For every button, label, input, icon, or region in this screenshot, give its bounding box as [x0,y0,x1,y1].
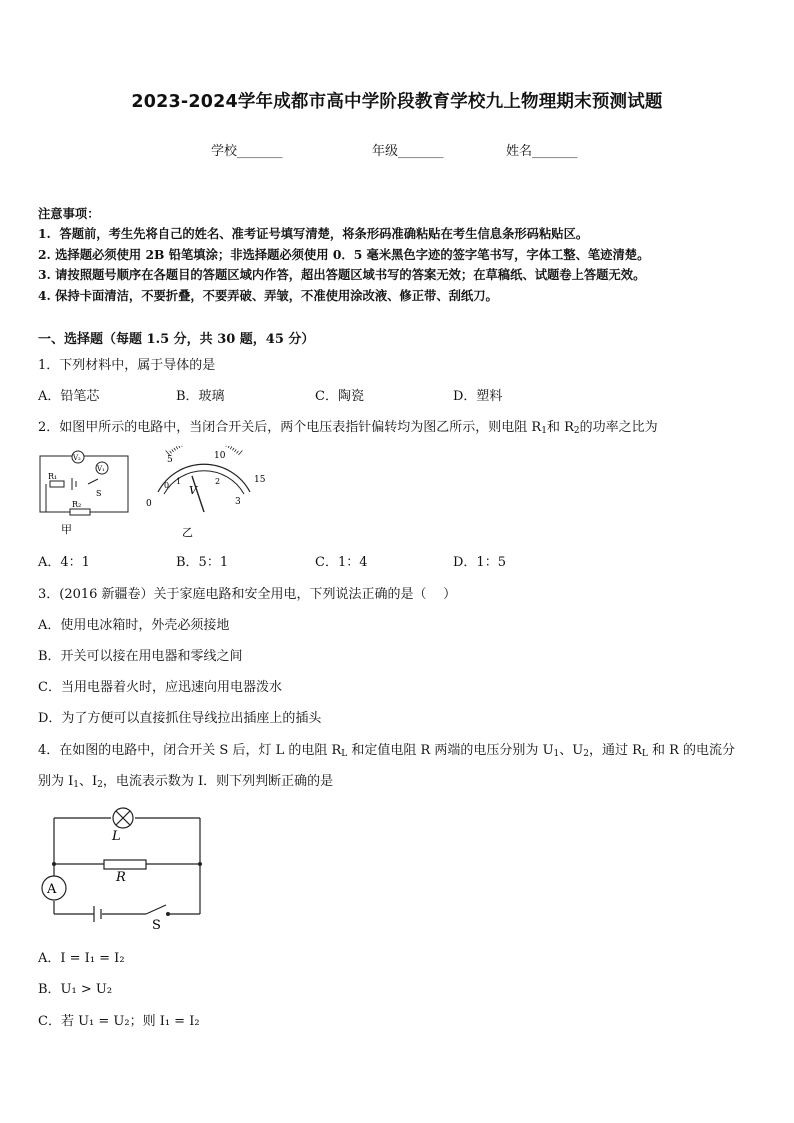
q3-option-d: D．为了方便可以直接抓住导线拉出插座上的插头 [38,711,322,726]
q2-circuit-diagram-jia [36,448,136,540]
dial-tick [235,449,237,452]
dial-tick [232,448,234,451]
grade-field: 年级_______ [372,144,444,159]
q1-option-a: A．铅笔芯 [38,389,100,404]
q3-option-a: A．使用电冰箱时，外壳必须接地 [38,618,230,633]
outer-scale-0: 0 [146,499,152,509]
q1-option-b: B．玻璃 [176,389,225,404]
v1-label: V₁ [97,465,105,473]
resistor-label: R [116,870,126,885]
q1-option-d: D．塑料 [453,389,503,404]
dial-tick [228,446,231,448]
r2-label: R₂ [72,500,82,509]
q4-option-a: A．I = I₁ = I₂ [38,951,125,966]
inner-scale-1: 1 [176,477,182,486]
name-field: 姓名_______ [506,144,578,159]
q2-voltmeter-diagram-yi [140,446,270,542]
dial-tick [170,451,172,453]
page-title: 2023-2024学年成都市高中学阶段教育学校九上物理期末预测试题 [131,92,663,112]
q2-stem: 2．如图甲所示的电路中，当闭合开关后，两个电压表指针偏转均为图乙所示，则电阻 $R_1$和 $R_2$的功率之比为 [38,420,658,436]
q4-option-c: C．若 U₁ = U₂；则 I₁ = I₂ [38,1014,200,1029]
q4-stem-line1: 4．在如图的电路中，闭合开关 S 后，灯 L 的电阻 $R_L$ 和定值电阻 R 两端的电压分别为 $U_1$、$U_2$，通过 $R_L$ 和 R 的电流分 [38,743,736,759]
s-label: S [96,489,102,498]
outer-scale-15: 15 [254,475,266,485]
dial-tick [238,451,242,456]
dial-tick [172,449,174,452]
dial-tick [174,448,176,451]
q3-stem: 3．(2016 新疆卷）关于家庭电路和安全用电，下列说法正确的是（ ） [38,587,457,602]
figure-caption-jia: 甲 [61,523,72,536]
dial-tick [237,451,239,453]
inner-scale-0: 0 [164,481,170,490]
notice-item-1: 1. 答题前，考生先将自己的姓名、准考证号填写清楚，将条形码准确粘贴在考生信息条形码粘贴区。 [38,226,589,241]
notice-item-4: 4. 保持卡面清洁，不要折叠，不要弄破、弄皱，不准使用涂改液、修正带、刮纸刀。 [38,288,498,303]
dial-tick [177,446,180,448]
q3-option-b: B．开关可以接在用电器和零线之间 [38,649,243,664]
inner-scale-2: 2 [215,477,221,486]
r1-label: R₁ [48,472,58,481]
q4-stem-line2: 别为 $I_1$、$I_2$，电流表示数为 I．则下列判断正确的是 [38,774,334,790]
notice-heading: 注意事项： [38,206,100,221]
q2-option-d: D．1：5 [453,555,506,570]
dial-tick [230,447,232,450]
inner-scale-3: 3 [235,497,241,507]
q2-option-b: B．5：1 [176,555,229,570]
unit-v-label: V [189,484,197,497]
dial-tick [226,446,227,447]
figure-caption-yi: 乙 [182,526,193,539]
lamp-label: L [112,829,121,844]
outer-scale-5: 5 [167,455,173,465]
q2-option-a: A．4：1 [38,555,90,570]
dial-tick [181,446,182,447]
q4-circuit-diagram [38,804,208,934]
school-field: 学校_______ [211,144,283,159]
switch-label: S [152,918,161,933]
q1-stem: 1．下列材料中，属于导体的是 [38,358,216,373]
section-heading: 一、选择题（每题 1.5 分，共 30 题，45 分） [38,332,315,347]
q2-option-c: C．1：4 [315,555,368,570]
q1-option-c: C．陶瓷 [315,389,364,404]
q4-option-b: B．U₁ > U₂ [38,982,113,997]
q3-option-c: C．当用电器着火时，应迅速向用电器泼水 [38,680,282,695]
notice-item-3: 3. 请按照题号顺序在各题目的答题区域内作答，超出答题区域书写的答案无效；在草稿纸、试题卷上答题无效。 [38,267,646,282]
ammeter-label: A [47,882,57,897]
notice-item-2: 2. 选择题必须使用 2B 铅笔填涂；非选择题必须使用 0．5 毫米黑色字迹的签字笔书写，字体工整、笔迹清楚。 [38,247,650,262]
v2-label: V₂ [73,454,81,462]
dial-tick [176,447,178,450]
outer-scale-10: 10 [214,451,226,461]
